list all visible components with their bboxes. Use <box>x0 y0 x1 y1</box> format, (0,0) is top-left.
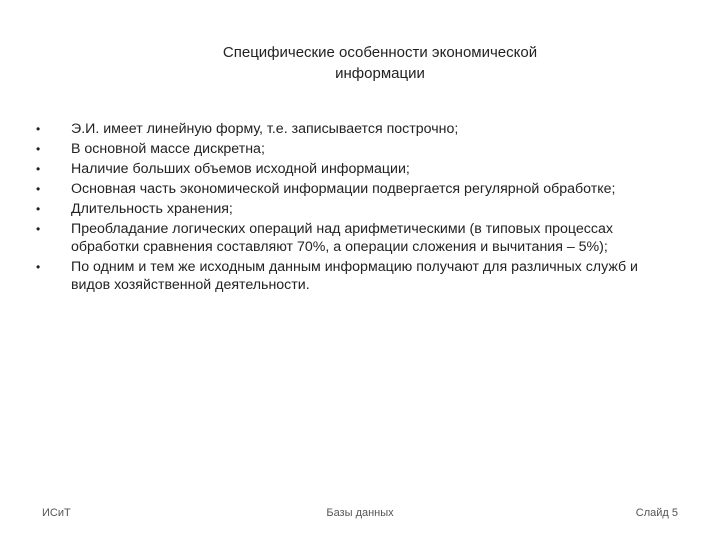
list-item-text: Э.И. имеет линейную форму, т.е. записывается построчно; <box>71 121 459 137</box>
slide-title-line-2: информации <box>335 65 425 82</box>
slide-number: Слайд 5 <box>635 507 678 519</box>
list-item <box>36 200 676 218</box>
list-item <box>36 180 676 198</box>
bullet-icon: • <box>36 222 41 236</box>
bullet-icon: • <box>36 122 41 136</box>
list-item-text: В основной массе дискретна; <box>71 141 265 157</box>
list-item <box>36 140 676 158</box>
footer-left-label: ИСиТ <box>42 507 71 519</box>
list-item-text: Длительность хранения; <box>71 201 233 217</box>
list-item <box>36 220 676 256</box>
bullet-icon: • <box>36 142 41 156</box>
footer-center-label: Базы данных <box>326 507 394 519</box>
list-item-text: Преобладание логических операций над арифметическими (в типовых процессах обработки сравнения составляют 70%, а операции сложения и вычитания – 5%); <box>71 221 613 255</box>
bullet-icon: • <box>36 202 41 216</box>
slide-title-line-1: Специфические особенности экономической <box>222 44 538 61</box>
slide-title <box>160 42 600 84</box>
list-item-text: Наличие больших объемов исходной информации; <box>71 161 410 177</box>
list-item <box>36 160 676 178</box>
list-item <box>36 120 676 138</box>
bullet-icon: • <box>36 260 41 274</box>
list-item-text: По одним и тем же исходным данным информацию получают для различных служб и видов хозяйственной деятельности. <box>71 259 638 293</box>
list-item <box>36 258 676 294</box>
bullet-icon: • <box>36 182 41 196</box>
bullet-list <box>36 120 676 296</box>
bullet-icon: • <box>36 162 41 176</box>
list-item-text: Основная часть экономической информации подвергается регулярной обработке; <box>71 181 616 197</box>
